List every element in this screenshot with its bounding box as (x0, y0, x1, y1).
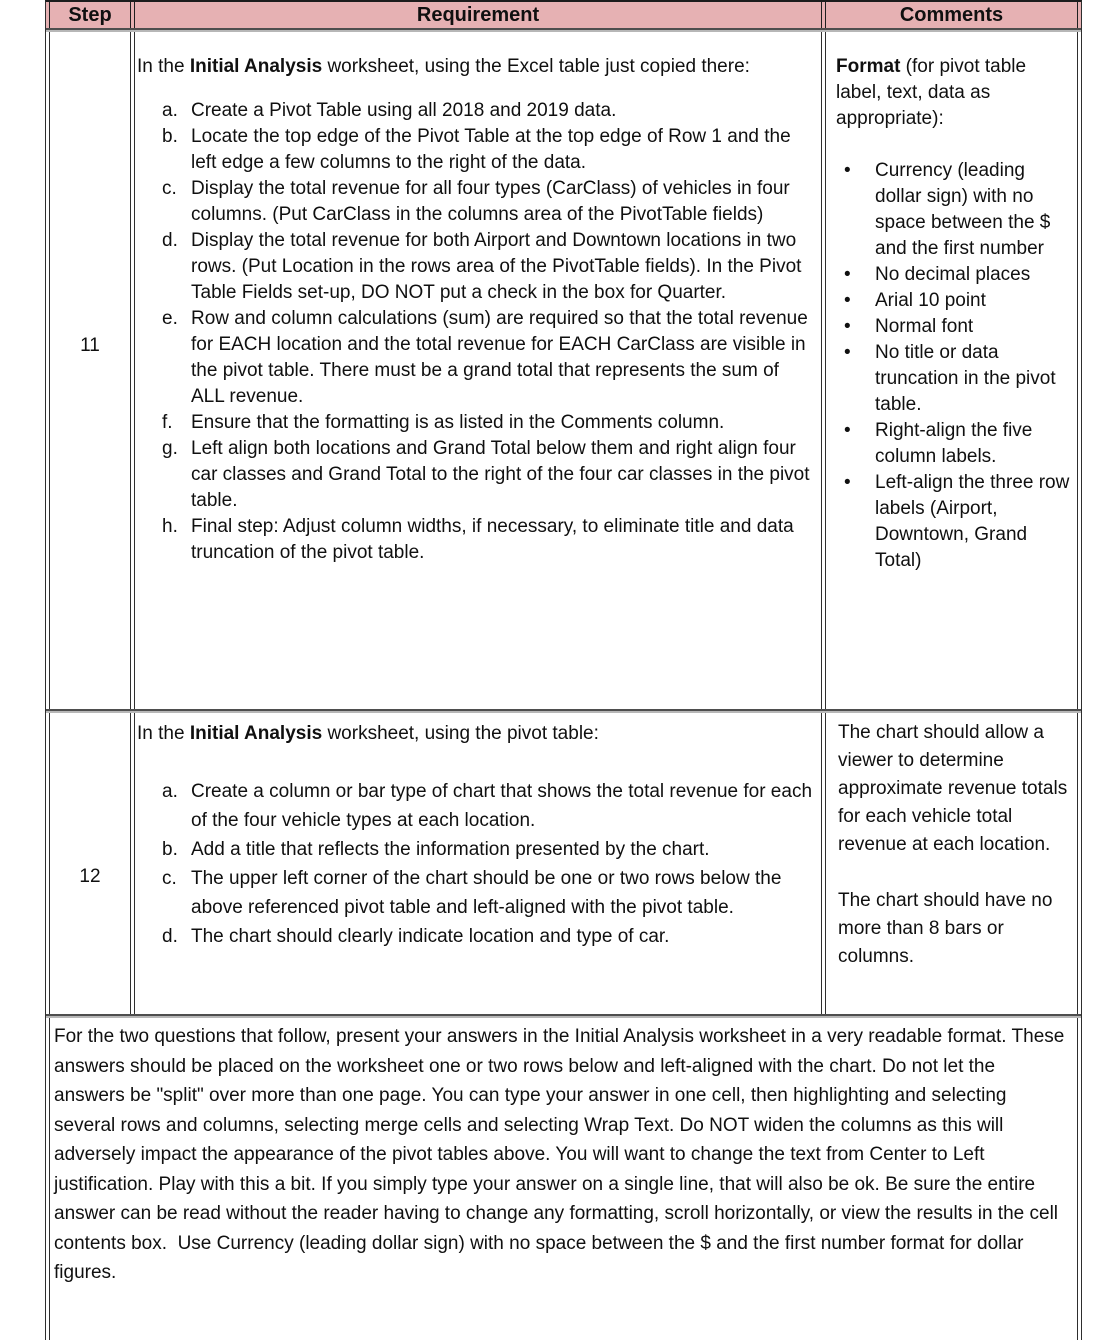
list-marker: b. (162, 126, 178, 147)
list-marker: c. (162, 178, 177, 199)
list-item-text: Create a column or bar type of chart that shows the total revenue for each of the four vehicle types at each location. (191, 781, 813, 831)
list-item-text: Ensure that the formatting is as listed in the Comments column. (191, 412, 725, 433)
bullet-text: Currency (leading dollar sign) with no space between the $ and the first number (875, 160, 1051, 259)
bullet-item (844, 158, 1075, 262)
list-marker: a. (162, 781, 178, 802)
list-item-text: Create a Pivot Table using all 2018 and 2019 data. (191, 100, 617, 121)
bullet-text: No title or data truncation in the pivot table. (875, 342, 1056, 415)
bullet-icon: • (844, 420, 851, 441)
footer-note-text: For the two questions that follow, present your answers in the Initial Analysis worksheet in a very readable format. These answers should be placed on the worksheet one or two rows below and left-aligned with the chart. Do not let the answers be "split" over more than one page. You can type your answer in one cell, then highlighting and selecting several rows and columns, selecting merge cells and selecting Wrap Text. Do NOT widen the columns as this will adversely impact the appearance of the pivot tables above. You will want to change the text from Center to Left justification. Play with this a bit. If you simply type your answer on a single line, that will also be ok. Be sure the entire answer can be read without the reader having to change any formatting, scroll horizontally, or view the results in the cell contents box. Use Currency (leading dollar sign) with no space between the $ and the first number format for dollar figures. (54, 1026, 1070, 1283)
list-item-text: Left align both locations and Grand Total below them and right align four car classes and Grand Total to the right of the four car classes in the pivot table. (191, 438, 810, 511)
list-item-text: Display the total revenue for both Airport and Downtown locations in two rows. (Put Location in the rows area of the PivotTable fields). In the Pivot Table Fields set-up, DO NOT put a check in the box for Quarter. (191, 230, 802, 303)
comment-paragraph: The chart should allow a viewer to determine approximate revenue totals for each vehicle total revenue at each location. (838, 722, 1068, 855)
intro-suffix: (for pivot table label, text, data as appropriate): (836, 56, 1027, 129)
column-header-requirement (134, 2, 822, 28)
list-item (162, 835, 815, 864)
bullet-item (844, 262, 1075, 288)
requirement-cell (134, 30, 822, 709)
requirement-cell (134, 711, 822, 1014)
intro-prefix: In the (137, 56, 190, 77)
list-marker: e. (162, 308, 178, 329)
bullet-item (844, 288, 1075, 314)
comment-paragraph: The chart should have no more than 8 bars or columns. (838, 890, 1053, 967)
intro-bold: Initial Analysis (189, 723, 323, 744)
bullet-text: Left-align the three row labels (Airport, Downtown, Grand Total) (875, 472, 1070, 571)
list-item (162, 436, 815, 514)
column-header-comments-label: Comments (899, 3, 1004, 26)
comments-cell (825, 711, 1078, 1014)
table-row-step-11 (46, 28, 1081, 709)
step-number-cell (49, 711, 131, 1014)
comments-intro (836, 54, 1075, 132)
step-number: 11 (80, 334, 100, 356)
bullet-text: No decimal places (875, 264, 1031, 285)
step-number: 12 (79, 865, 101, 887)
list-marker: h. (162, 516, 178, 537)
bullet-icon: • (844, 472, 851, 493)
list-item-text: Row and column calculations (sum) are required so that the total revenue for EACH location and the total revenue for EACH CarClass are visible in the pivot table. There must be a grand total that represents the sum of ALL revenue. (191, 308, 808, 407)
list-marker: g. (162, 438, 178, 459)
list-item (162, 514, 815, 566)
list-marker: d. (162, 926, 178, 947)
bullet-text: Right-align the five column labels. (875, 420, 1033, 467)
footer-note-cell (49, 1016, 1078, 1340)
list-item-text: Locate the top edge of the Pivot Table at the top edge of Row 1 and the left edge a few columns to the right of the data. (191, 126, 791, 173)
bullet-icon: • (844, 342, 851, 363)
list-item-text: Final step: Adjust column widths, if necessary, to eliminate title and data truncation of the pivot table. (191, 516, 794, 563)
list-marker: f. (162, 412, 173, 433)
list-item (162, 176, 815, 228)
list-item-text: Add a title that reflects the information presented by the chart. (191, 839, 710, 860)
table-row-step-12 (46, 709, 1081, 1014)
column-header-step-label: Step (68, 3, 112, 26)
bullet-icon: • (844, 290, 851, 311)
column-header-comments (825, 2, 1078, 28)
list-item-text: Display the total revenue for all four types (CarClass) of vehicles in four columns. (Put CarClass in the columns area of the PivotTable fields) (191, 178, 790, 225)
bullet-text: Arial 10 point (875, 290, 986, 311)
bullet-icon: • (844, 264, 851, 285)
list-item-text: The upper left corner of the chart should be one or two rows below the above referenced pivot table and left-aligned with the pivot table. (191, 868, 782, 918)
list-item (162, 306, 815, 410)
table-header-row (46, 2, 1081, 28)
bullet-item (844, 470, 1075, 574)
bullet-icon: • (844, 160, 851, 181)
intro-bold: Format (836, 56, 901, 77)
bullet-item (844, 314, 1075, 340)
requirement-intro (137, 719, 815, 748)
requirements-table (45, 0, 1082, 1340)
list-item (162, 228, 815, 306)
list-marker: a. (162, 100, 178, 121)
intro-suffix: worksheet, using the Excel table just copied there: (322, 56, 750, 77)
list-marker: b. (162, 839, 178, 860)
list-item (162, 864, 815, 922)
footer-note-row (46, 1014, 1081, 1340)
bullet-item (844, 340, 1075, 418)
list-item (162, 922, 815, 951)
column-header-requirement-label: Requirement (416, 3, 540, 26)
list-item-text: The chart should clearly indicate location and type of car. (191, 926, 670, 947)
intro-bold: Initial Analysis (189, 56, 323, 77)
list-item (162, 98, 815, 124)
list-item (162, 777, 815, 835)
bullet-list (836, 158, 1075, 574)
lettered-list (137, 98, 815, 566)
intro-prefix: In the (137, 723, 190, 744)
requirement-intro (137, 54, 815, 80)
bullet-icon: • (844, 316, 851, 337)
lettered-list (137, 777, 815, 951)
list-item (162, 410, 815, 436)
comments-cell (825, 30, 1078, 709)
step-number-cell (49, 30, 131, 709)
list-marker: d. (162, 230, 178, 251)
bullet-text: Normal font (875, 316, 974, 337)
intro-suffix: worksheet, using the pivot table: (322, 723, 599, 744)
list-item (162, 124, 815, 176)
list-marker: c. (162, 868, 177, 889)
column-header-step (49, 2, 131, 28)
bullet-item (844, 418, 1075, 470)
